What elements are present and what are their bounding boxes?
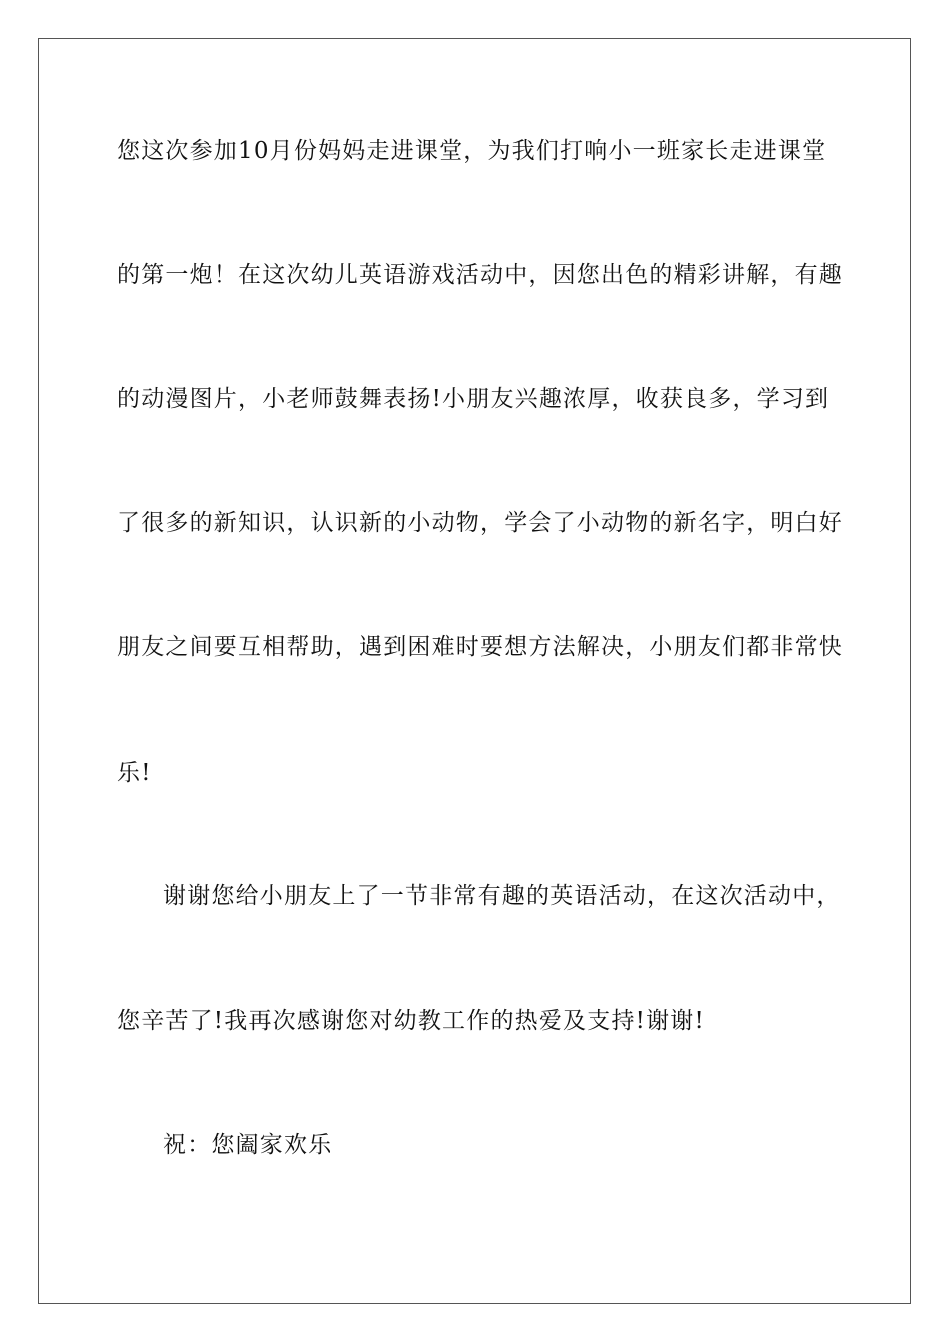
paragraph-line-6: 乐! [117,760,152,786]
paragraph-line-1: 您这次参加10月份妈妈走进课堂，为我们打响小一班家长走进课堂 [117,138,827,164]
paragraph-line-4: 了很多的新知识，认识新的小动物，学会了小动物的新名字，明白好 [117,510,843,536]
paragraph-line-5: 朋友之间要互相帮助，遇到困难时要想方法解决，小朋友们都非常快 [117,634,843,660]
closing-greeting: 祝：您阖家欢乐 [163,1132,333,1158]
document-page-frame [38,38,911,1304]
paragraph-line-8: 您辛苦了!我再次感谢您对幼教工作的热爱及支持!谢谢! [117,1008,705,1034]
paragraph-line-2: 的第一炮！在这次幼儿英语游戏活动中，因您出色的精彩讲解，有趣 [117,262,843,288]
paragraph-line-7: 谢谢您给小朋友上了一节非常有趣的英语活动，在这次活动中， [163,883,841,909]
paragraph-line-3: 的动漫图片，小老师鼓舞表扬!小朋友兴趣浓厚，收获良多，学习到 [117,386,830,412]
